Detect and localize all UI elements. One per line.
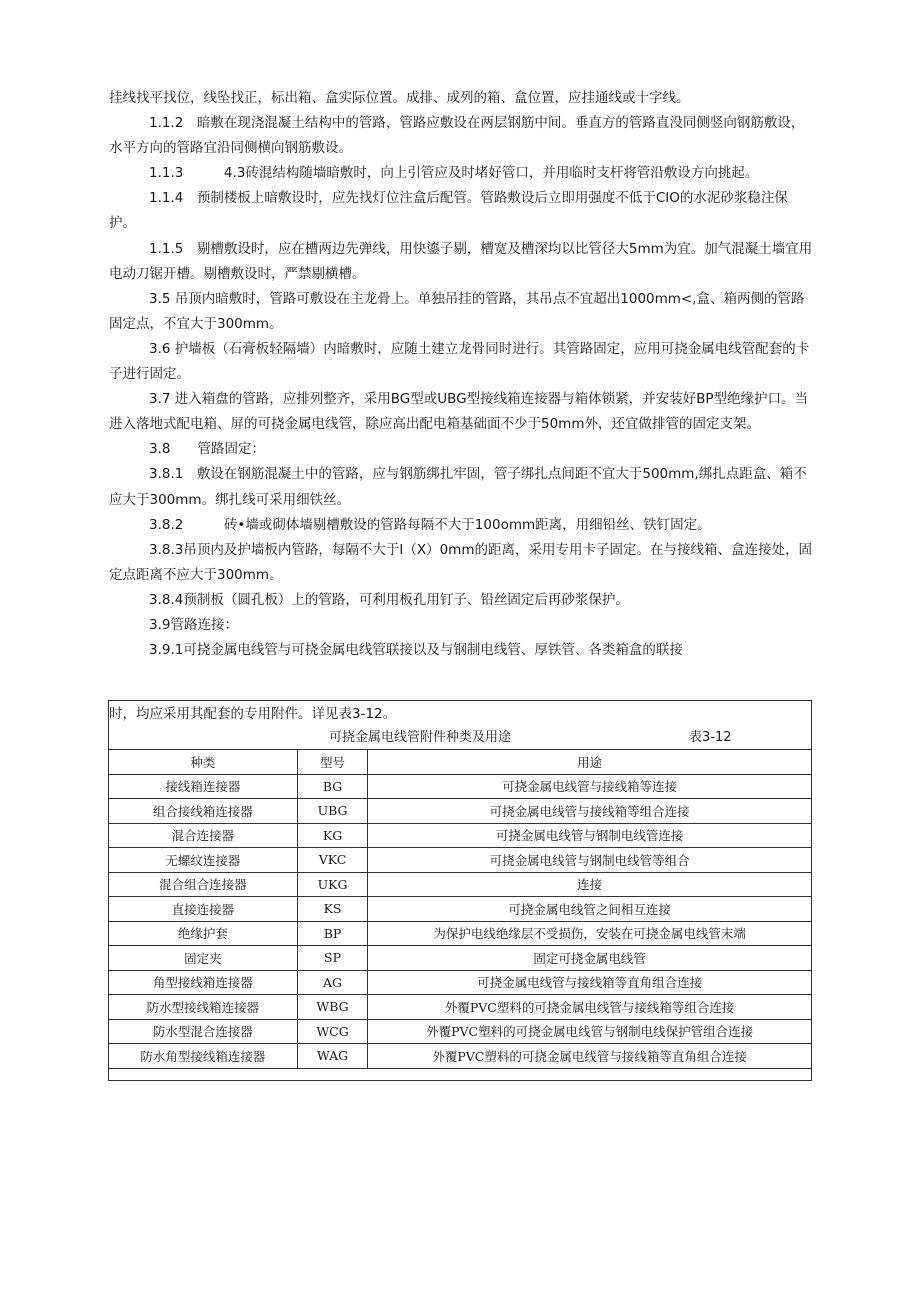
table-row [109,1019,812,1044]
cell-usage: 固定可挠金属电线管 [368,946,812,971]
cell-kind: 防水型混合连接器 [109,1019,298,1044]
accessory-table [108,749,812,1069]
paragraph: 3.8.1 敷设在钢筋混凝土中的管路，应与钢筋绑扎牢固，管子绑扎点间距不宜大于500mm,绑扎点距盒、箱不应大于300mm。绑扎线可采用细铁丝。 [109,466,807,508]
cell-usage: 外覆PVC塑料的可挠金属电线管与钢制电线保护管组合连接 [368,1019,812,1044]
cell-usage: 可挠金属电线管与接线箱等直角组合连接 [368,970,812,995]
table-row [109,995,812,1020]
table-number: 表3-12 [689,730,732,745]
cell-kind: 无螺纹连接器 [109,848,298,873]
header-usage: 用途 [368,750,812,775]
cell-usage: 外覆PVC塑料的可挠金属电线管与接线箱等直角组合连接 [368,1044,812,1069]
cell-model: SP [297,946,367,971]
cell-model: WAG [297,1044,367,1069]
table-row [109,799,812,824]
table-row [109,872,812,897]
cell-usage: 外覆PVC塑料的可挠金属电线管与接线箱等组合连接 [368,995,812,1020]
cell-model: VKC [297,848,367,873]
table-row [109,848,812,873]
cell-model: KS [297,897,367,922]
cell-kind: 混合组合连接器 [109,872,298,897]
table-row [109,823,812,848]
accessory-table-frame [108,700,812,1081]
cell-kind: 防水型接线箱连接器 [109,995,298,1020]
cell-usage: 为保护电线绝缘层不受损伤，安装在可挠金属电线管末端 [368,921,812,946]
cell-model: KG [297,823,367,848]
cell-model: AG [297,970,367,995]
paragraph: 3.8.2 砖•墙或砌体墙剔槽敷设的管路每隔不大于100omm距离，用细铅丝、铁钉固定。 [149,516,711,533]
paragraph: 3.7 进入箱盘的管路，应排列整齐，采用BG型或UBG型接线箱连接器与箱体锁紧，并安装好BP型绝缘护口。当进入落地式配电箱、屏的可挠金属电线管，除应高出配电箱基础面不少于50mm外，还宜做排管的固定支架。 [109,391,809,433]
paragraph: 1.1.3 4.3砖混结构随墙暗敷时，向上引管应及时堵好管口，并用临时支杆将管沿敷设方向挑起。 [149,165,759,182]
cell-kind: 组合接线箱连接器 [109,799,298,824]
table-row [109,1044,812,1069]
table-body [109,774,812,1068]
paragraph: 3.6 护墙板（石膏板轻隔墙）内暗敷时，应随土建立龙骨同时进行。其管路固定，应用可挠金属电线管配套的卡子进行固定。 [109,340,810,383]
paragraph: 3.9管路连接： [149,616,238,633]
table-row [109,970,812,995]
cell-kind: 角型接线箱连接器 [109,970,298,995]
paragraph: 3.8.3吊顶内及护墙板内管路，每隔不大于I（X）0mm的距离，采用专用卡子固定。在与接线箱、盒连接处，固定点距离不应大于300mm。 [109,541,812,583]
cell-model: BG [297,774,367,799]
cell-model: UKG [297,872,367,897]
cell-usage: 可挠金属电线管与接线箱等连接 [368,774,812,799]
table-intro-text: 时，均应采用其配套的专用附件。详见表3-12。 [109,706,397,722]
cell-model: BP [297,921,367,946]
cell-usage: 可挠金属电线管与接线箱等组合连接 [368,799,812,824]
paragraph: 3.5 吊顶内暗敷时，管路可敷设在主龙骨上。单独吊挂的管路，其吊点不宜超出1000mm<,盒、箱两侧的管路固定点，不宜大于300mm。 [109,290,805,332]
cell-kind: 直接连接器 [109,897,298,922]
cell-kind: 固定夹 [109,946,298,971]
table-row [109,774,812,799]
paragraph: 1.1.4 预制楼板上暗敷设时，应先找灯位注盒后配管。管路敷设后立即用强度不低于CIO的水泥砂浆稳注保护。 [109,190,788,232]
paragraph: 3.8.4预制板（圆孔板）上的管路，可利用板孔用钉子、铅丝固定后再砂浆保护。 [149,591,629,608]
cell-model: WBG [297,995,367,1020]
cell-usage: 连接 [368,872,812,897]
table-caption [109,727,813,749]
paragraph: 1.1.2 暗敷在现浇混凝土结构中的管路，管路应敷设在两层钢筋中间。垂直方的管路直没同侧竖向钢筋敷设，水平方向的管路宜沿同侧横向钢筋敷设。 [109,115,805,157]
cell-model: UBG [297,799,367,824]
cell-kind: 绝缘护套 [109,921,298,946]
paragraph: 1.1.5 剔槽敷设时，应在槽两边先弹线，用快鎏子剔，槽宽及槽深均以比管径大5mm为宜。加气混凝土墙宜用电动刀锯开槽。剔槽敷设时，严禁剔横槽。 [109,240,813,282]
cell-usage: 可挠金属电线管与钢制电线管连接 [368,823,812,848]
paragraph: 挂线找平找位，线坠找正，标出箱、盒实际位置。成排、成列的箱、盒位置，应挂通线或十字线。 [109,90,690,106]
cell-kind: 混合连接器 [109,823,298,848]
cell-model: WCG [297,1019,367,1044]
body-text [109,86,814,663]
table-title: 可挠金属电线管附件种类及用途 [329,730,512,745]
table-header-row [109,750,812,775]
cell-usage: 可挠金属电线管之间相互连接 [368,897,812,922]
table-row [109,921,812,946]
paragraph: 3.8 管路固定： [149,441,265,458]
header-model: 型号 [297,750,367,775]
cell-kind: 防水角型接线箱连接器 [109,1044,298,1069]
cell-usage: 可挠金属电线管与钢制电线管等组合 [368,848,812,873]
table-row [109,897,812,922]
cell-kind: 接线箱连接器 [109,774,298,799]
table-row [109,946,812,971]
paragraph: 3.9.1可挠金属电线管与可挠金属电线管联接以及与钢制电线管、厚铁管、各类箱盒的联接 [149,642,683,659]
header-kind: 种类 [109,750,298,775]
